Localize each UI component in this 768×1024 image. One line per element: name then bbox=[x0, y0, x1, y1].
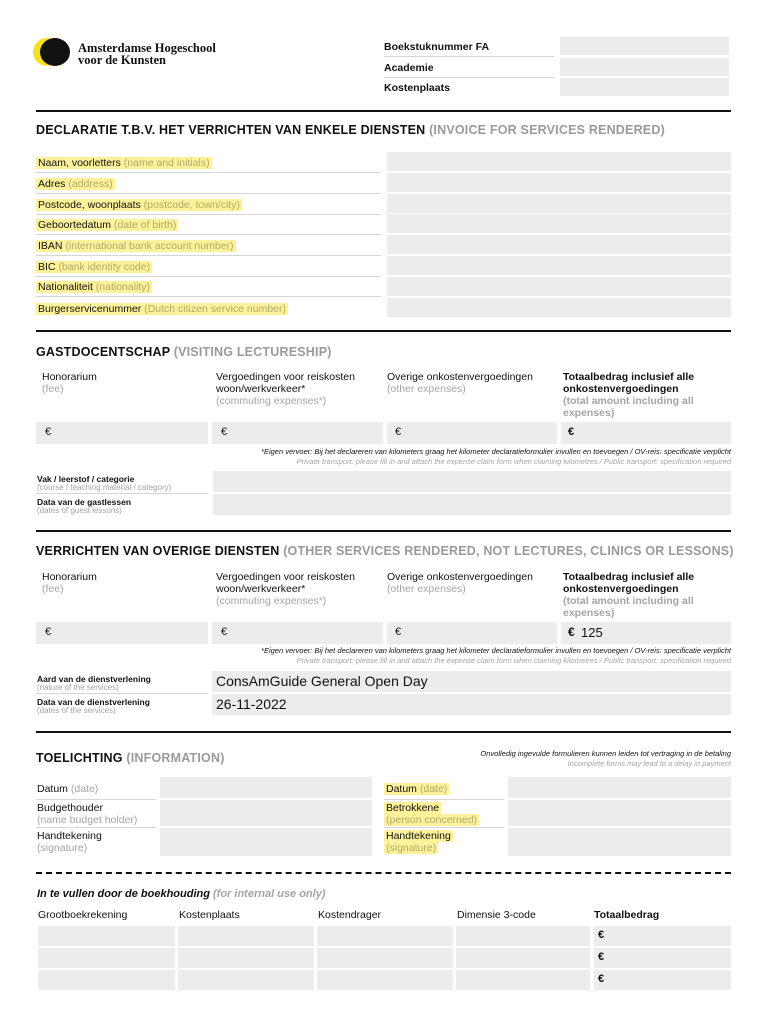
kostenplaats-label: Kostenplaats bbox=[384, 82, 450, 94]
col-kostendrager: Kostendrager bbox=[318, 909, 382, 921]
name-label: Naam, voorletters bbox=[38, 157, 121, 169]
nature-field[interactable] bbox=[212, 671, 731, 692]
postcode-label: Postcode, woonplaats bbox=[38, 199, 141, 211]
service-total-header: Totaalbedrag inclusief alle onkostenvergoedingen (total amount including all expenses) bbox=[563, 571, 695, 619]
internal-r3-c4[interactable] bbox=[456, 970, 590, 990]
service-dates-label: Data van de dienstverlening bbox=[37, 697, 150, 707]
address-label: Adres bbox=[38, 178, 66, 190]
person-concerned-label: Betrokkene (person concerned) bbox=[386, 802, 478, 826]
service-commuting-header: Vergoedingen voor reiskosten woon/werkverkeer* (commuting expenses*) bbox=[216, 571, 355, 607]
nature-label: Aard van de dienstverlening bbox=[37, 674, 151, 684]
info-date-field[interactable] bbox=[160, 777, 372, 798]
bsn-label: Burgerservicenummer bbox=[38, 303, 142, 315]
nature-sub: (nature of the services) bbox=[37, 683, 119, 692]
info-date-label: Datum (date) bbox=[37, 783, 99, 795]
course-field[interactable] bbox=[213, 471, 731, 492]
logo-text-line1: Amsterdamse Hogeschool bbox=[78, 41, 216, 55]
guest-dates-label: Data van de gastlessen bbox=[37, 497, 132, 507]
lecture-commuting-field[interactable]: € bbox=[212, 422, 383, 444]
lecture-total-field[interactable]: € bbox=[561, 422, 731, 444]
lecture-commuting-header: Vergoedingen voor reiskosten woon/werkverkeer* (commuting expenses*) bbox=[216, 371, 355, 407]
service-footnote: *Eigen vervoer: Bij het declareren van kilometers graag het kilometer declaratieformulier invullen en toevoegen / OV-reis: specificatie verplicht bbox=[261, 646, 731, 655]
internal-title: In te vullen door de boekhouding (for internal use only) bbox=[37, 888, 326, 900]
internal-r2-c1[interactable] bbox=[38, 948, 175, 968]
nationality-field[interactable] bbox=[387, 277, 731, 296]
academie-field[interactable] bbox=[560, 58, 729, 76]
service-dates-value: 26-11-2022 bbox=[216, 696, 287, 712]
internal-r3-total[interactable]: € bbox=[594, 970, 731, 990]
kostenplaats-field[interactable] bbox=[560, 78, 729, 96]
internal-r3-c2[interactable] bbox=[178, 970, 314, 990]
service-other-expenses-field[interactable]: € bbox=[387, 622, 557, 644]
service-total-value: 125 bbox=[581, 625, 603, 640]
bic-label: BIC bbox=[38, 261, 56, 273]
nationality-label: Nationaliteit bbox=[38, 281, 93, 293]
bic-field[interactable] bbox=[387, 256, 731, 275]
course-sub: (course / teaching material / category) bbox=[37, 483, 172, 492]
lectureship-title: GASTDOCENTSCHAP (VISITING LECTURESHIP) bbox=[36, 345, 332, 359]
internal-r3-c3[interactable] bbox=[317, 970, 453, 990]
service-footnote-sub: Private transport: please fill in and attach the expense claim form when claiming kilometres / Public transport: specification required bbox=[296, 656, 731, 665]
col-dimensie: Dimensie 3-code bbox=[457, 909, 536, 921]
internal-r1-c3[interactable] bbox=[317, 926, 453, 946]
guest-dates-field[interactable] bbox=[213, 494, 731, 515]
person-date-field[interactable] bbox=[508, 777, 731, 798]
course-label: Vak / leerstof / categorie bbox=[37, 474, 135, 484]
boekstuknummer-field[interactable] bbox=[560, 37, 729, 55]
lecture-other-expenses-field[interactable]: € bbox=[387, 422, 557, 444]
information-note-sub: Incomplete forms may lead to a delay in payment bbox=[567, 759, 731, 768]
internal-r1-c1[interactable] bbox=[38, 926, 175, 946]
budget-holder-label: Budgethouder (name budget holder) bbox=[37, 802, 138, 826]
lecture-fee-field[interactable]: € bbox=[36, 422, 208, 444]
person-signature-field[interactable] bbox=[508, 828, 731, 856]
person-concerned-field[interactable] bbox=[508, 800, 731, 826]
lecture-fee-header: Honorarium (fee) bbox=[42, 371, 97, 395]
internal-r1-c2[interactable] bbox=[178, 926, 314, 946]
address-field[interactable] bbox=[387, 173, 731, 192]
person-signature-label: Handtekening (signature) bbox=[386, 830, 451, 854]
logo-black-circle-icon bbox=[40, 38, 70, 66]
internal-r3-c1[interactable] bbox=[38, 970, 175, 990]
info-signature-label: Handtekening (signature) bbox=[37, 830, 102, 854]
lecture-total-header: Totaalbedrag inclusief alle onkostenvergoedingen (total amount including all expenses) bbox=[563, 371, 695, 419]
internal-r1-total[interactable]: € bbox=[594, 926, 731, 946]
internal-r2-c2[interactable] bbox=[178, 948, 314, 968]
service-dates-field[interactable] bbox=[212, 694, 731, 715]
postcode-field[interactable] bbox=[387, 194, 731, 213]
information-title: TOELICHTING (INFORMATION) bbox=[36, 751, 225, 765]
guest-dates-sub: (dates of guest lessons) bbox=[37, 506, 122, 515]
lecture-other-expenses-header: Overige onkostenvergoedingen (other expenses) bbox=[387, 371, 533, 395]
col-totaalbedrag: Totaalbedrag bbox=[594, 909, 660, 921]
internal-r1-c4[interactable] bbox=[456, 926, 590, 946]
lecture-footnote-sub: Private transport: please fill in and attach the expense claim form when claiming kilometres / Public transport: specification required bbox=[296, 457, 731, 466]
iban-field[interactable] bbox=[387, 235, 731, 254]
information-note: Onvolledig ingevulde formulieren kunnen leiden tot vertraging in de betaling bbox=[480, 749, 731, 758]
other-services-title: VERRICHTEN VAN OVERIGE DIENSTEN (OTHER SERVICES RENDERED, NOT LECTURES, CLINICS OR LESSONS) bbox=[36, 544, 734, 558]
birthdate-label: Geboortedatum bbox=[38, 219, 111, 231]
nature-value: ConsAmGuide General Open Day bbox=[216, 673, 428, 689]
service-commuting-field[interactable]: € bbox=[212, 622, 383, 644]
service-fee-field[interactable]: € bbox=[36, 622, 208, 644]
budget-holder-field[interactable] bbox=[160, 800, 372, 826]
boekstuknummer-label: Boekstuknummer FA bbox=[384, 41, 490, 53]
birthdate-field[interactable] bbox=[387, 214, 731, 233]
logo-text-line2: voor de Kunsten bbox=[78, 53, 166, 67]
info-signature-field[interactable] bbox=[160, 828, 372, 856]
iban-label: IBAN bbox=[38, 240, 63, 252]
col-grootboekrekening: Grootboekrekening bbox=[38, 909, 128, 921]
academie-label: Academie bbox=[384, 62, 434, 74]
internal-r2-total[interactable]: € bbox=[594, 948, 731, 968]
service-fee-header: Honorarium (fee) bbox=[42, 571, 97, 595]
internal-r2-c3[interactable] bbox=[317, 948, 453, 968]
declaration-title: DECLARATIE T.B.V. HET VERRICHTEN VAN ENKELE DIENSTEN (INVOICE FOR SERVICES RENDERED) bbox=[36, 123, 665, 137]
cut-line bbox=[36, 872, 731, 874]
person-date-label: Datum (date) bbox=[386, 783, 448, 795]
service-other-expenses-header: Overige onkostenvergoedingen (other expenses) bbox=[387, 571, 533, 595]
service-total-field[interactable]: € 125 bbox=[561, 622, 731, 644]
lecture-footnote: *Eigen vervoer: Bij het declareren van kilometers graag het kilometer declaratieformulier invullen en toevoegen / OV-reis: specificatie verplicht bbox=[261, 447, 731, 456]
col-kostenplaats: Kostenplaats bbox=[179, 909, 240, 921]
bsn-field[interactable] bbox=[387, 298, 731, 317]
service-dates-sub: (dates of the services) bbox=[37, 706, 116, 715]
internal-r2-c4[interactable] bbox=[456, 948, 590, 968]
name-field[interactable] bbox=[387, 152, 731, 171]
